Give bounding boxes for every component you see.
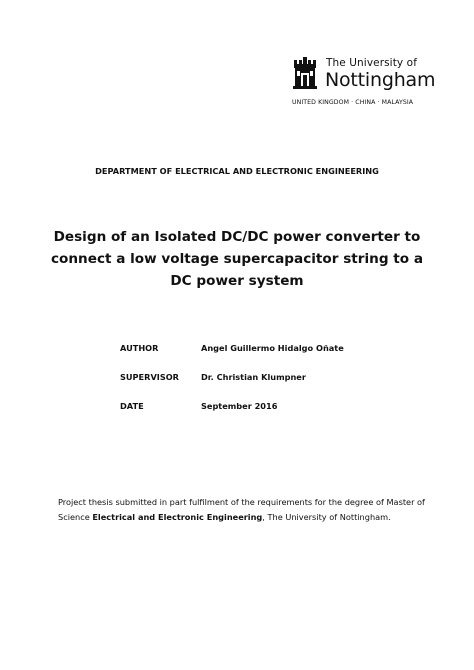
degree-name: Electrical and Electronic Engineering — [92, 512, 263, 522]
statement-suffix: , The University of Nottingham. — [262, 512, 391, 522]
submission-statement — [58, 495, 428, 525]
department-heading: DEPARTMENT OF ELECTRICAL AND ELECTRONIC ENGINEERING — [95, 166, 379, 176]
title-line: DC power system — [170, 273, 304, 289]
statement-line1: Project thesis submitted in part fulfilment of the requirements for the degree of Master of — [58, 497, 425, 507]
title-line: connect a low voltage supercapacitor string to a — [50, 251, 424, 267]
university-logo — [292, 54, 436, 110]
title-line: Design of an Isolated DC/DC power converter to — [53, 229, 421, 245]
logo-text-line2: Nottingham — [325, 69, 436, 91]
date-value: September 2016 — [201, 401, 278, 411]
supervisor-label: SUPERVISOR — [120, 372, 179, 382]
author-label: AUTHOR — [120, 343, 159, 353]
date-label: DATE — [120, 401, 144, 411]
thesis-title — [40, 226, 434, 292]
statement-prefix: Science — [58, 512, 93, 522]
logo-text-line1: The University of — [326, 57, 417, 69]
supervisor-value: Dr. Christian Klumpner — [201, 372, 306, 382]
author-value: Angel Guillermo Hidalgo Oñate — [201, 343, 344, 353]
statement-line2 — [58, 510, 428, 525]
university-crest-icon — [292, 56, 318, 92]
logo-tagline: UNITED KINGDOM · CHINA · MALAYSIA — [292, 99, 414, 106]
